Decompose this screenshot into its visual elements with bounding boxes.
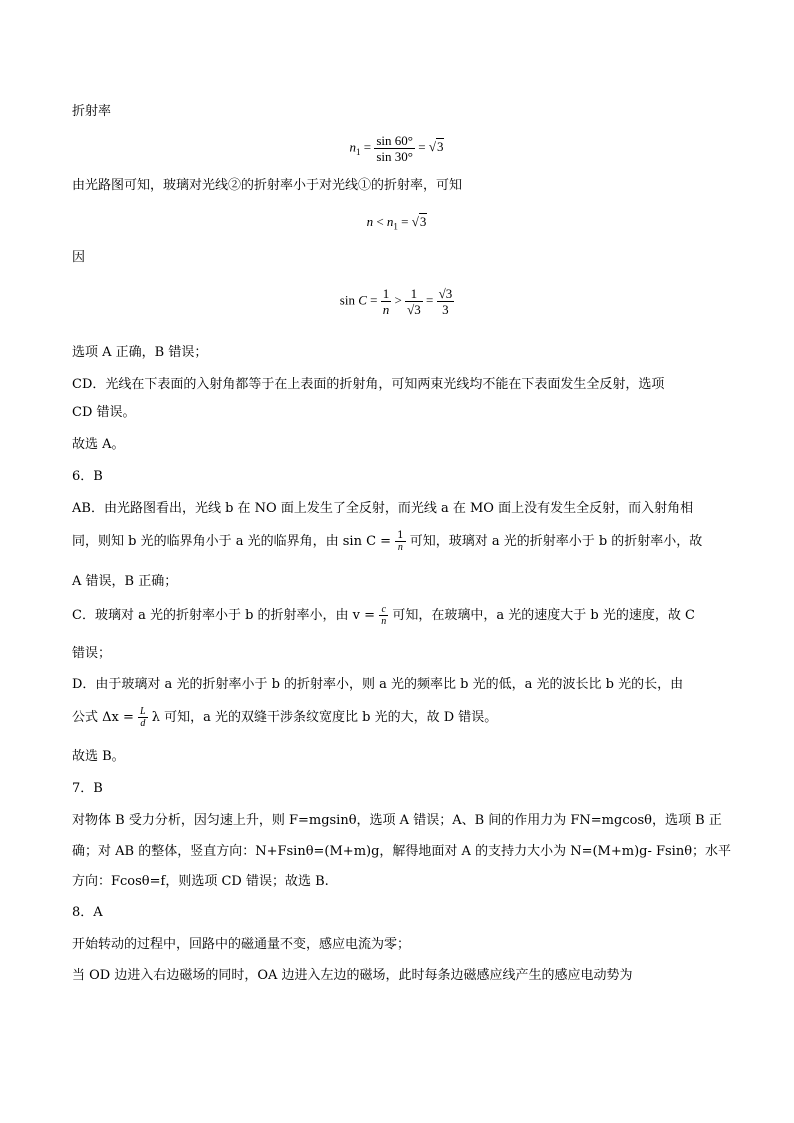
text-line: 对物体 B 受力分析，因匀速上升，则 F=mgsinθ，选项 A 错误；A、B 间的作用力为 FN=mgcosθ，选项 B 正 <box>72 813 722 828</box>
text-line: D．由于玻璃对 a 光的折射率小于 b 的折射率小，则 a 光的频率比 b 光的低，a 光的波长比 b 光的长，由 <box>72 677 684 692</box>
sqrt-symbol: √3 <box>428 139 444 155</box>
text-line: 方向：Fcosθ=f，则选项 CD 错误；故选 B. <box>72 874 329 889</box>
text-line-with-fraction: 公式 Δx = $\frac{L}{d}$ λ 可知，a 光的双缝干涉条纹宽度比 b 光的大，故 D 错误。 <box>72 706 498 729</box>
text-line: 故选 B。 <box>72 749 125 764</box>
text-line: 选项 A 正确，B 错误； <box>72 345 208 360</box>
text-line-with-fraction: 同，则知 b 光的临界角小于 a 光的临界角，由 sin C = $\frac{1}{n}$ 可知，玻璃对 a 光的折射率小于 b 的折射率小，故 <box>72 530 703 553</box>
fraction: $\frac{1}{√3}$ <box>407 286 421 317</box>
text-line: 由光路图可知，玻璃对光线②的折射率小于对光线①的折射率，可知 <box>72 178 463 193</box>
text-line: 因 <box>72 250 86 265</box>
text-line: 折射率 <box>72 104 112 119</box>
question-heading: 6．B <box>72 469 103 484</box>
equation-inequality: $n < n_1 = √3$ <box>366 214 427 232</box>
text-line: A 错误，B 正确； <box>72 574 178 589</box>
text-line: 开始转动的过程中，回路中的磁通量不变，感应电流为零； <box>72 937 411 952</box>
fraction: $\frac{1}{n}$ <box>397 530 404 553</box>
text-line: 确；对 AB 的整体，竖直方向：N+Fsinθ=(M+m)g，解得地面对 A 的支持力大小为 N=(M+m)g- Fsinθ；水平 <box>72 844 732 859</box>
fraction: $\frac{L}{d}$ <box>140 706 146 729</box>
text-line-with-fraction: C．玻璃对 a 光的折射率小于 b 的折射率小，由 v = $\frac{c}{n}$ 可知，在玻璃中，a 光的速度大于 b 光的速度，故 C <box>72 604 695 627</box>
fraction: $\frac{√3}{3}$ <box>438 286 453 317</box>
equation-refractive-index: $n_1$ = $\frac{\sin 60^\circ}{\sin 30^\circ}$ = √3 <box>349 133 444 164</box>
fraction: $\frac{1}{n}$ <box>382 286 390 317</box>
text-line: 当 OD 边进入右边磁场的同时，OA 边进入左边的磁场，此时每条边磁感应线产生的感应电动势为 <box>72 968 633 983</box>
fraction: $\frac{c}{n}$ <box>381 604 387 627</box>
text-line: CD 错误。 <box>72 405 136 420</box>
text-line: 错误； <box>72 646 112 661</box>
equation-critical-angle: sin C = $\frac{1}{n}$ > $\frac{1}{√3}$ = $\frac{√3}{3}$ <box>339 286 453 317</box>
fraction: $\frac{\sin 60^\circ}{\sin 30^\circ}$ <box>376 133 413 164</box>
text-line: AB．由光路图看出，光线 b 在 NO 面上发生了全反射，而光线 a 在 MO 面上没有发生全反射，而入射角相 <box>72 501 694 516</box>
question-heading: 8．A <box>72 905 103 920</box>
text-line: 故选 A。 <box>72 437 125 452</box>
text-line: CD．光线在下表面的入射角都等于在上表面的折射角，可知两束光线均不能在下表面发生全反射，选项 <box>72 377 665 392</box>
sqrt-symbol: √3 <box>411 214 427 229</box>
question-heading: 7．B <box>72 781 103 796</box>
